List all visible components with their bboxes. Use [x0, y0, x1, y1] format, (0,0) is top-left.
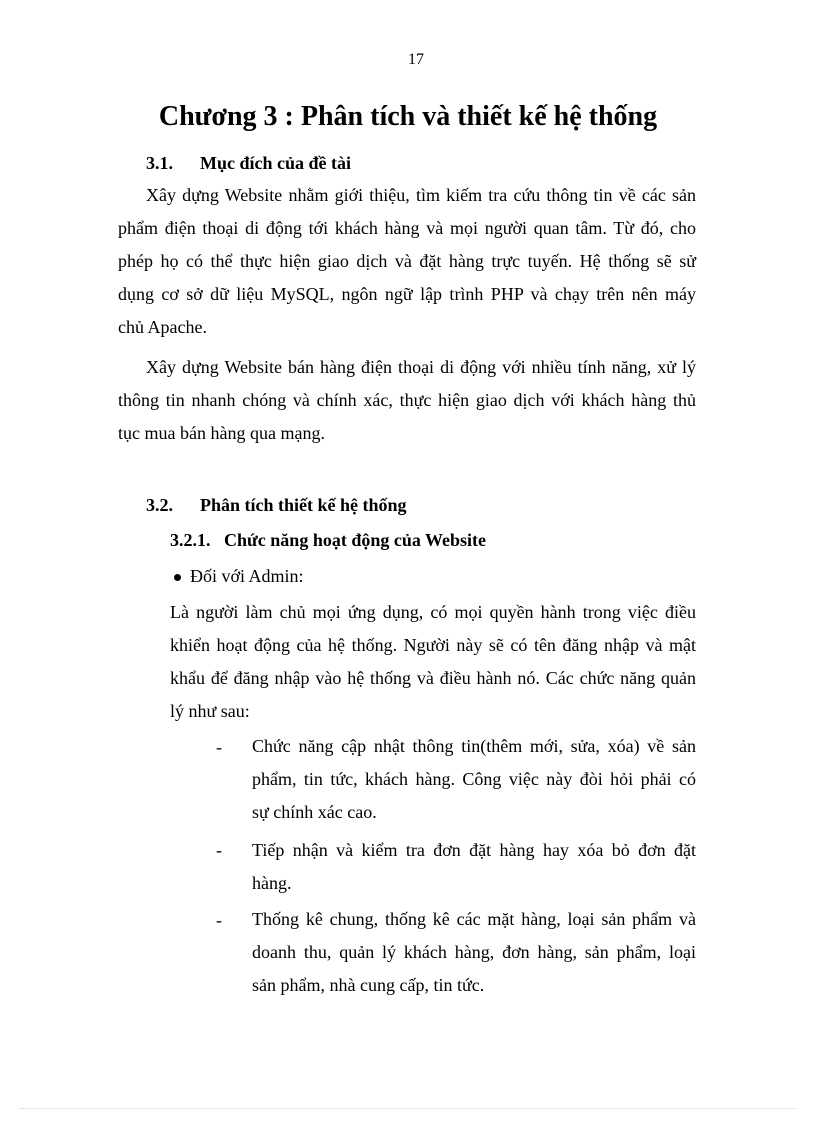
- list-item-line: sản phẩm, nhà cung cấp, tin tức.: [252, 975, 485, 995]
- list-dash: -: [216, 910, 222, 930]
- list-item-line: doanh thu, quản lý khách hàng, đơn hàng, sản phẩm, loại: [252, 942, 696, 962]
- paragraph-line: tục mua bán hàng qua mạng.: [118, 423, 325, 443]
- paragraph-line: Xây dựng Website nhằm giới thiệu, tìm kiếm tra cứu thông tin về các sản: [146, 185, 696, 205]
- list-item-line: Tiếp nhận và kiểm tra đơn đặt hàng hay xóa bỏ đơn đặt: [252, 840, 696, 860]
- paragraph-line: chủ Apache.: [118, 317, 207, 337]
- list-dash: -: [216, 840, 222, 860]
- admin-paragraph: [170, 596, 696, 728]
- list-item: [252, 730, 696, 829]
- footer-divider: [20, 1108, 796, 1109]
- list-item-line: phẩm, tin tức, khách hàng. Công việc này đòi hỏi phải có: [252, 769, 696, 789]
- subsection-number: 3.2.1.: [170, 530, 211, 550]
- paragraph-line: Xây dựng Website bán hàng điện thoại di động với nhiều tính năng, xử lý: [146, 357, 696, 377]
- paragraph-line: dụng cơ sở dữ liệu MySQL, ngôn ngữ lập trình PHP và chạy trên nên máy: [118, 284, 696, 304]
- paragraph-line: khiển hoạt động của hệ thống. Người này sẽ có tên đăng nhập và mật: [170, 635, 696, 655]
- list-item: [252, 903, 696, 1002]
- paragraph-line: Là người làm chủ mọi ứng dụng, có mọi quyền hành trong việc điều: [170, 602, 696, 622]
- bullet-label: Đối với Admin:: [190, 566, 304, 586]
- list-item-line: Chức năng cập nhật thông tin(thêm mới, sửa, xóa) về sản: [252, 736, 696, 756]
- paragraph-line: khẩu để đăng nhập vào hệ thống và điều hành nó. Các chức năng quản: [170, 668, 696, 688]
- paragraph-line: phẩm điện thoại di động tới khách hàng và mọi người quan tâm. Từ đó, cho: [118, 218, 696, 238]
- list-dash: -: [216, 737, 222, 757]
- paragraph-line: phép họ có thể thực hiện giao dịch và đặt hàng trực tuyến. Hệ thống sẽ sử: [118, 251, 696, 271]
- section-2-number: 3.2.: [146, 495, 173, 515]
- list-item-line: sự chính xác cao.: [252, 802, 377, 822]
- section-1-paragraph-1: [118, 179, 696, 344]
- list-item-line: hàng.: [252, 873, 292, 893]
- bullet-dot-icon: [174, 574, 181, 581]
- section-2-title: Phân tích thiết kế hệ thống: [200, 495, 407, 515]
- list-item: [252, 834, 696, 900]
- list-item-line: Thống kê chung, thống kê các mặt hàng, loại sản phẩm và: [252, 909, 696, 929]
- section-1-number: 3.1.: [146, 153, 173, 173]
- section-1-title: Mục đích của đề tài: [200, 153, 351, 173]
- paragraph-line: thông tin nhanh chóng và chính xác, thực hiện giao dịch với khách hàng thủ: [118, 390, 696, 410]
- section-1-paragraph-2: [118, 351, 696, 450]
- page-number: 17: [408, 51, 424, 68]
- paragraph-line: lý như sau:: [170, 701, 250, 721]
- subsection-title: Chức năng hoạt động của Website: [224, 530, 487, 550]
- chapter-title: Chương 3 : Phân tích và thiết kế hệ thống: [158, 101, 658, 132]
